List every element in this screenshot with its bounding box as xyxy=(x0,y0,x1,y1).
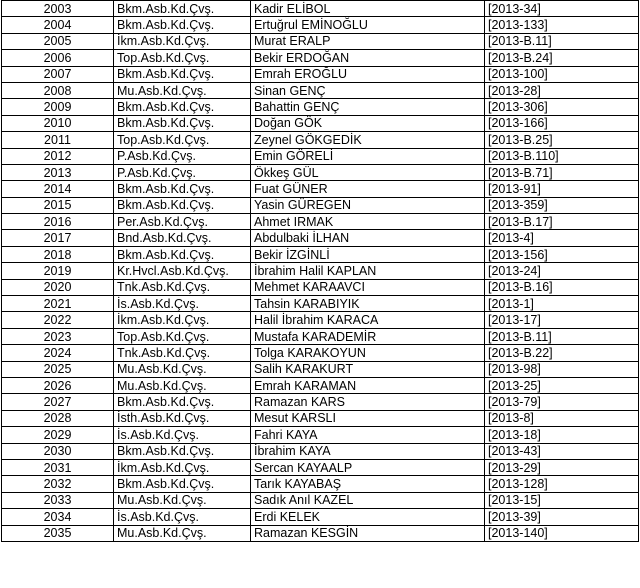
code-cell: [2013-128] xyxy=(485,476,639,492)
code-cell: [2013-B.17] xyxy=(485,214,639,230)
name-cell: Yasin GÜREGEN xyxy=(251,197,485,213)
row-number-cell: 2008 xyxy=(2,82,114,98)
row-number-cell: 2024 xyxy=(2,345,114,361)
rank-cell: Kr.Hvcl.Asb.Kd.Çvş. xyxy=(114,263,251,279)
name-cell: Tolga KARAKOYUN xyxy=(251,345,485,361)
rank-cell: Mu.Asb.Kd.Çvş. xyxy=(114,492,251,508)
table-row xyxy=(2,492,639,508)
code-cell: [2013-18] xyxy=(485,427,639,443)
table-row xyxy=(2,296,639,312)
row-number-cell: 2016 xyxy=(2,214,114,230)
row-number-cell: 2026 xyxy=(2,377,114,393)
name-cell: Ramazan KESGİN xyxy=(251,525,485,541)
row-number-cell: 2012 xyxy=(2,148,114,164)
name-cell: Abdulbaki İLHAN xyxy=(251,230,485,246)
row-number-cell: 2034 xyxy=(2,509,114,525)
table-row xyxy=(2,525,639,541)
name-cell: Ertuğrul EMİNOĞLU xyxy=(251,17,485,33)
table-row xyxy=(2,164,639,180)
name-cell: Emrah EROĞLU xyxy=(251,66,485,82)
rank-cell: Mu.Asb.Kd.Çvş. xyxy=(114,361,251,377)
rank-cell: Bkm.Asb.Kd.Çvş. xyxy=(114,66,251,82)
code-cell: [2013-166] xyxy=(485,115,639,131)
rank-cell: İs.Asb.Kd.Çvş. xyxy=(114,296,251,312)
table-row xyxy=(2,148,639,164)
code-cell: [2013-306] xyxy=(485,99,639,115)
table-row xyxy=(2,443,639,459)
code-cell: [2013-B.110] xyxy=(485,148,639,164)
rank-cell: Bkm.Asb.Kd.Çvş. xyxy=(114,443,251,459)
rank-cell: Top.Asb.Kd.Çvş. xyxy=(114,132,251,148)
name-cell: Mesut KARSLI xyxy=(251,410,485,426)
row-number-cell: 2009 xyxy=(2,99,114,115)
row-number-cell: 2019 xyxy=(2,263,114,279)
row-number-cell: 2014 xyxy=(2,181,114,197)
row-number-cell: 2015 xyxy=(2,197,114,213)
rank-cell: Bkm.Asb.Kd.Çvş. xyxy=(114,99,251,115)
rank-cell: Bkm.Asb.Kd.Çvş. xyxy=(114,394,251,410)
name-cell: Tarık KAYABAŞ xyxy=(251,476,485,492)
code-cell: [2013-B.11] xyxy=(485,33,639,49)
name-cell: Fahri KAYA xyxy=(251,427,485,443)
row-number-cell: 2032 xyxy=(2,476,114,492)
rank-cell: Mu.Asb.Kd.Çvş. xyxy=(114,525,251,541)
table-row xyxy=(2,263,639,279)
name-cell: Sercan KAYAALP xyxy=(251,459,485,475)
code-cell: [2013-B.24] xyxy=(485,50,639,66)
name-cell: Zeynel GÖKGEDİK xyxy=(251,132,485,148)
name-cell: Sadık Anıl KAZEL xyxy=(251,492,485,508)
row-number-cell: 2011 xyxy=(2,132,114,148)
code-cell: [2013-156] xyxy=(485,246,639,262)
table-row xyxy=(2,377,639,393)
table-row xyxy=(2,1,639,17)
name-cell: Murat ERALP xyxy=(251,33,485,49)
row-number-cell: 2031 xyxy=(2,459,114,475)
code-cell: [2013-34] xyxy=(485,1,639,17)
row-number-cell: 2004 xyxy=(2,17,114,33)
rank-cell: P.Asb.Kd.Çvş. xyxy=(114,164,251,180)
table-body xyxy=(2,1,639,542)
rank-cell: Top.Asb.Kd.Çvş. xyxy=(114,328,251,344)
row-number-cell: 2025 xyxy=(2,361,114,377)
row-number-cell: 2023 xyxy=(2,328,114,344)
table-row xyxy=(2,99,639,115)
row-number-cell: 2003 xyxy=(2,1,114,17)
rank-cell: İkm.Asb.Kd.Çvş. xyxy=(114,312,251,328)
row-number-cell: 2020 xyxy=(2,279,114,295)
name-cell: Bahattin GENÇ xyxy=(251,99,485,115)
rank-cell: Mu.Asb.Kd.Çvş. xyxy=(114,82,251,98)
code-cell: [2013-8] xyxy=(485,410,639,426)
name-cell: Emin GÖRELİ xyxy=(251,148,485,164)
code-cell: [2013-43] xyxy=(485,443,639,459)
code-cell: [2013-359] xyxy=(485,197,639,213)
code-cell: [2013-B.71] xyxy=(485,164,639,180)
rank-cell: Bkm.Asb.Kd.Çvş. xyxy=(114,197,251,213)
rank-cell: Bkm.Asb.Kd.Çvş. xyxy=(114,476,251,492)
rank-cell: İs.Asb.Kd.Çvş. xyxy=(114,427,251,443)
code-cell: [2013-91] xyxy=(485,181,639,197)
row-number-cell: 2022 xyxy=(2,312,114,328)
table-row xyxy=(2,279,639,295)
row-number-cell: 2029 xyxy=(2,427,114,443)
table-row xyxy=(2,33,639,49)
name-cell: Kadir ELİBOL xyxy=(251,1,485,17)
code-cell: [2013-79] xyxy=(485,394,639,410)
rank-cell: İs.Asb.Kd.Çvş. xyxy=(114,509,251,525)
row-number-cell: 2021 xyxy=(2,296,114,312)
row-number-cell: 2007 xyxy=(2,66,114,82)
table-row xyxy=(2,132,639,148)
name-cell: Bekir ERDOĞAN xyxy=(251,50,485,66)
table-row xyxy=(2,476,639,492)
code-cell: [2013-B.11] xyxy=(485,328,639,344)
name-cell: Mehmet KARAAVCI xyxy=(251,279,485,295)
code-cell: [2013-29] xyxy=(485,459,639,475)
rank-cell: Bkm.Asb.Kd.Çvş. xyxy=(114,246,251,262)
name-cell: Emrah KARAMAN xyxy=(251,377,485,393)
rank-cell: Tnk.Asb.Kd.Çvş. xyxy=(114,279,251,295)
rank-cell: Bkm.Asb.Kd.Çvş. xyxy=(114,1,251,17)
table-row xyxy=(2,214,639,230)
personnel-table xyxy=(1,0,639,542)
rank-cell: İsth.Asb.Kd.Çvş. xyxy=(114,410,251,426)
table-row xyxy=(2,17,639,33)
table-row xyxy=(2,115,639,131)
name-cell: Ramazan KARS xyxy=(251,394,485,410)
code-cell: [2013-4] xyxy=(485,230,639,246)
row-number-cell: 2010 xyxy=(2,115,114,131)
table-row xyxy=(2,82,639,98)
code-cell: [2013-28] xyxy=(485,82,639,98)
table-row xyxy=(2,230,639,246)
row-number-cell: 2035 xyxy=(2,525,114,541)
name-cell: Salih KARAKURT xyxy=(251,361,485,377)
code-cell: [2013-1] xyxy=(485,296,639,312)
rank-cell: P.Asb.Kd.Çvş. xyxy=(114,148,251,164)
table-row xyxy=(2,509,639,525)
row-number-cell: 2006 xyxy=(2,50,114,66)
table-row xyxy=(2,361,639,377)
table-row xyxy=(2,50,639,66)
rank-cell: İkm.Asb.Kd.Çvş. xyxy=(114,33,251,49)
rank-cell: Bnd.Asb.Kd.Çvş. xyxy=(114,230,251,246)
row-number-cell: 2033 xyxy=(2,492,114,508)
table-row xyxy=(2,246,639,262)
rank-cell: Per.Asb.Kd.Çvş. xyxy=(114,214,251,230)
code-cell: [2013-98] xyxy=(485,361,639,377)
code-cell: [2013-25] xyxy=(485,377,639,393)
code-cell: [2013-B.22] xyxy=(485,345,639,361)
name-cell: Ahmet IRMAK xyxy=(251,214,485,230)
row-number-cell: 2005 xyxy=(2,33,114,49)
row-number-cell: 2017 xyxy=(2,230,114,246)
code-cell: [2013-B.16] xyxy=(485,279,639,295)
name-cell: Ökkeş GÜL xyxy=(251,164,485,180)
name-cell: Bekir İZGİNLİ xyxy=(251,246,485,262)
code-cell: [2013-100] xyxy=(485,66,639,82)
name-cell: Fuat GÜNER xyxy=(251,181,485,197)
rank-cell: Mu.Asb.Kd.Çvş. xyxy=(114,377,251,393)
rank-cell: Top.Asb.Kd.Çvş. xyxy=(114,50,251,66)
rank-cell: Bkm.Asb.Kd.Çvş. xyxy=(114,17,251,33)
name-cell: Mustafa KARADEMİR xyxy=(251,328,485,344)
table-row xyxy=(2,328,639,344)
row-number-cell: 2018 xyxy=(2,246,114,262)
code-cell: [2013-15] xyxy=(485,492,639,508)
table-row xyxy=(2,459,639,475)
table-row xyxy=(2,312,639,328)
name-cell: Halil İbrahim KARACA xyxy=(251,312,485,328)
table-row xyxy=(2,66,639,82)
rank-cell: Bkm.Asb.Kd.Çvş. xyxy=(114,115,251,131)
table-row xyxy=(2,345,639,361)
code-cell: [2013-133] xyxy=(485,17,639,33)
row-number-cell: 2013 xyxy=(2,164,114,180)
name-cell: Tahsin KARABIYIK xyxy=(251,296,485,312)
table-row xyxy=(2,197,639,213)
table-row xyxy=(2,181,639,197)
row-number-cell: 2028 xyxy=(2,410,114,426)
rank-cell: İkm.Asb.Kd.Çvş. xyxy=(114,459,251,475)
code-cell: [2013-B.25] xyxy=(485,132,639,148)
row-number-cell: 2027 xyxy=(2,394,114,410)
code-cell: [2013-140] xyxy=(485,525,639,541)
table-row xyxy=(2,394,639,410)
code-cell: [2013-24] xyxy=(485,263,639,279)
name-cell: Sinan GENÇ xyxy=(251,82,485,98)
rank-cell: Bkm.Asb.Kd.Çvş. xyxy=(114,181,251,197)
table-row xyxy=(2,410,639,426)
name-cell: Erdi KELEK xyxy=(251,509,485,525)
name-cell: İbrahim KAYA xyxy=(251,443,485,459)
rank-cell: Tnk.Asb.Kd.Çvş. xyxy=(114,345,251,361)
name-cell: Doğan GÖK xyxy=(251,115,485,131)
code-cell: [2013-39] xyxy=(485,509,639,525)
code-cell: [2013-17] xyxy=(485,312,639,328)
row-number-cell: 2030 xyxy=(2,443,114,459)
table-row xyxy=(2,427,639,443)
name-cell: İbrahim Halil KAPLAN xyxy=(251,263,485,279)
